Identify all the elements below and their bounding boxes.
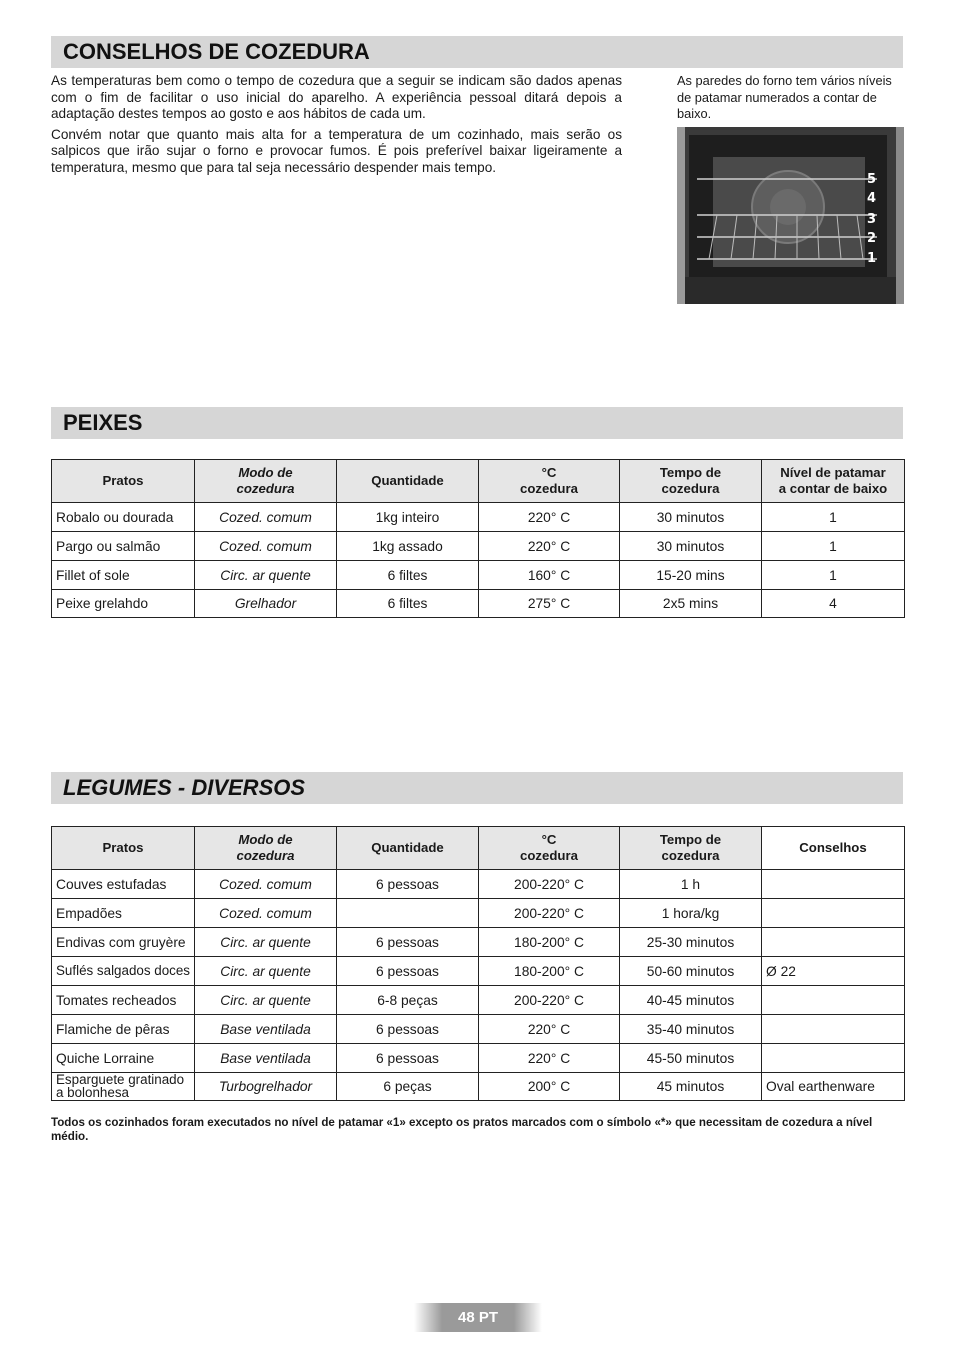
cell-conselhos [762, 899, 905, 928]
cell-modo: Grelhador [195, 590, 337, 618]
cell-tempo: 35-40 minutos [620, 1015, 762, 1044]
peixes-table [51, 459, 905, 618]
cell-conselhos [762, 870, 905, 899]
header-modo: Modo de cozedura [195, 460, 337, 503]
cell-nivel: 1 [762, 561, 905, 590]
header-conselhos: Conselhos [762, 827, 905, 870]
intro-text [51, 73, 622, 180]
cell-quantidade: 6 filtes [337, 561, 479, 590]
table-row [52, 590, 905, 618]
cell-temp: 160° C [479, 561, 620, 590]
cell-prato: Endivas com gruyère [52, 928, 195, 957]
cell-temp: 180-200° C [479, 957, 620, 986]
cell-quantidade: 6 pessoas [337, 928, 479, 957]
header-quantidade: Quantidade [337, 460, 479, 503]
cell-conselhos [762, 1015, 905, 1044]
cell-modo: Turbogrelhador [195, 1073, 337, 1101]
cell-prato: Couves estufadas [52, 870, 195, 899]
table-row [52, 503, 905, 532]
cell-prato: Flamiche de pêras [52, 1015, 195, 1044]
page-number: 48 PT [457, 1309, 499, 1326]
header-pratos: Pratos [52, 460, 195, 503]
header-temperatura: °C cozedura [479, 460, 620, 503]
cell-tempo: 15-20 mins [620, 561, 762, 590]
intro-paragraph-2: Convém notar que quanto mais alta for a temperatura de um cozinhado, mais serão os salpicos que irão sujar o forno e provocar fumos. É pois preferível baixar ligeiramente a temperatura, mesmo que para tal seja necessário despender mais tempo. [51, 126, 622, 175]
table-row [52, 870, 905, 899]
cell-quantidade: 6 peças [337, 1073, 479, 1101]
header-modo: Modo de cozedura [195, 827, 337, 870]
cell-quantidade [337, 899, 479, 928]
table-row [52, 928, 905, 957]
cell-prato: Suflés salgados doces [52, 957, 195, 986]
cell-tempo: 1 h [620, 870, 762, 899]
cell-conselhos [762, 986, 905, 1015]
cell-quantidade: 6 pessoas [337, 870, 479, 899]
oven-interior-photo [677, 127, 904, 304]
shelf-level-2: 2 [867, 231, 877, 246]
cell-tempo: 45-50 minutos [620, 1044, 762, 1073]
cell-modo: Circ. ar quente [195, 561, 337, 590]
table-row [52, 561, 905, 590]
cell-prato: Tomates recheados [52, 986, 195, 1015]
cell-temp: 220° C [479, 503, 620, 532]
cell-quantidade: 6 filtes [337, 590, 479, 618]
header-temperatura: °C cozedura [479, 827, 620, 870]
cell-nivel: 1 [762, 503, 905, 532]
cell-quantidade: 1kg assado [337, 532, 479, 561]
cell-quantidade: 6 pessoas [337, 1044, 479, 1073]
cell-quantidade: 6 pessoas [337, 1015, 479, 1044]
cell-tempo: 30 minutos [620, 503, 762, 532]
cell-tempo: 40-45 minutos [620, 986, 762, 1015]
cell-quantidade: 6-8 peças [337, 986, 479, 1015]
intro-paragraph-1: As temperaturas bem como o tempo de cozedura que a seguir se indicam são dados apenas com o fim de facilitar o uso inicial do aparelho. A experiência pessoal ditará depois a adaptação destes tempos ao gosto e aos hábitos de cada um. [51, 73, 622, 121]
cell-nivel: 4 [762, 590, 905, 618]
table-row [52, 532, 905, 561]
cell-conselhos: Ø 22 [762, 957, 905, 986]
cell-temp: 220° C [479, 532, 620, 561]
cell-quantidade: 6 pessoas [337, 957, 479, 986]
table-row [52, 1073, 905, 1101]
cell-conselhos [762, 1044, 905, 1073]
header-tempo: Tempo de cozedura [620, 460, 762, 503]
section-title-peixes: PEIXES [51, 407, 903, 439]
header-tempo: Tempo de cozedura [620, 827, 762, 870]
cell-temp: 200-220° C [479, 870, 620, 899]
cell-conselhos [762, 928, 905, 957]
shelf-level-5: 5 [867, 172, 877, 187]
cell-tempo: 50-60 minutos [620, 957, 762, 986]
cell-tempo: 30 minutos [620, 532, 762, 561]
legumes-table [51, 826, 905, 1101]
cell-tempo: 45 minutos [620, 1073, 762, 1101]
footnote: Todos os cozinhados foram executados no nível de patamar «1» excepto os pratos marcados com o símbolo «*» que necessitam de cozedura a nível médio. [51, 1116, 873, 1143]
cell-temp: 200-220° C [479, 899, 620, 928]
cell-prato: Peixe grelahdo [52, 590, 195, 618]
header-quantidade: Quantidade [337, 827, 479, 870]
cell-modo: Base ventilada [195, 1015, 337, 1044]
table-row [52, 899, 905, 928]
cell-tempo: 25-30 minutos [620, 928, 762, 957]
cell-prato: Fillet of sole [52, 561, 195, 590]
cell-prato: Pargo ou salmão [52, 532, 195, 561]
section-title-legumes: LEGUMES - DIVERSOS [51, 772, 903, 804]
cell-modo: Cozed. comum [195, 899, 337, 928]
cell-modo: Base ventilada [195, 1044, 337, 1073]
table-row [52, 986, 905, 1015]
cell-prato: Quiche Lorraine [52, 1044, 195, 1073]
cell-modo: Cozed. comum [195, 870, 337, 899]
shelf-level-1: 1 [867, 251, 877, 266]
section-title-conselhos: CONSELHOS DE COZEDURA [51, 36, 903, 68]
table-row [52, 1015, 905, 1044]
cell-prato: Esparguete gratinado a bolonhesa [52, 1073, 195, 1101]
cell-temp: 200-220° C [479, 986, 620, 1015]
cell-modo: Cozed. comum [195, 503, 337, 532]
cell-tempo: 2x5 mins [620, 590, 762, 618]
table-row [52, 1044, 905, 1073]
cell-temp: 275° C [479, 590, 620, 618]
shelf-level-3: 3 [867, 212, 877, 227]
cell-temp: 220° C [479, 1044, 620, 1073]
cell-quantidade: 1kg inteiro [337, 503, 479, 532]
cell-prato: Robalo ou dourada [52, 503, 195, 532]
table-row [52, 957, 905, 986]
cell-tempo: 1 hora/kg [620, 899, 762, 928]
cell-conselhos: Oval earthenware [762, 1073, 905, 1101]
cell-temp: 180-200° C [479, 928, 620, 957]
cell-modo: Circ. ar quente [195, 957, 337, 986]
cell-modo: Circ. ar quente [195, 986, 337, 1015]
header-nivel: Nível de patamar a contar de baixo [762, 460, 905, 503]
oven-levels-note: As paredes do forno tem vários níveis de patamar numerados a contar de baixo. [677, 73, 892, 121]
cell-temp: 220° C [479, 1015, 620, 1044]
cell-prato: Empadões [52, 899, 195, 928]
shelf-level-4: 4 [867, 191, 877, 206]
cell-temp: 200° C [479, 1073, 620, 1101]
cell-modo: Cozed. comum [195, 532, 337, 561]
cell-nivel: 1 [762, 532, 905, 561]
header-pratos: Pratos [52, 827, 195, 870]
cell-modo: Circ. ar quente [195, 928, 337, 957]
